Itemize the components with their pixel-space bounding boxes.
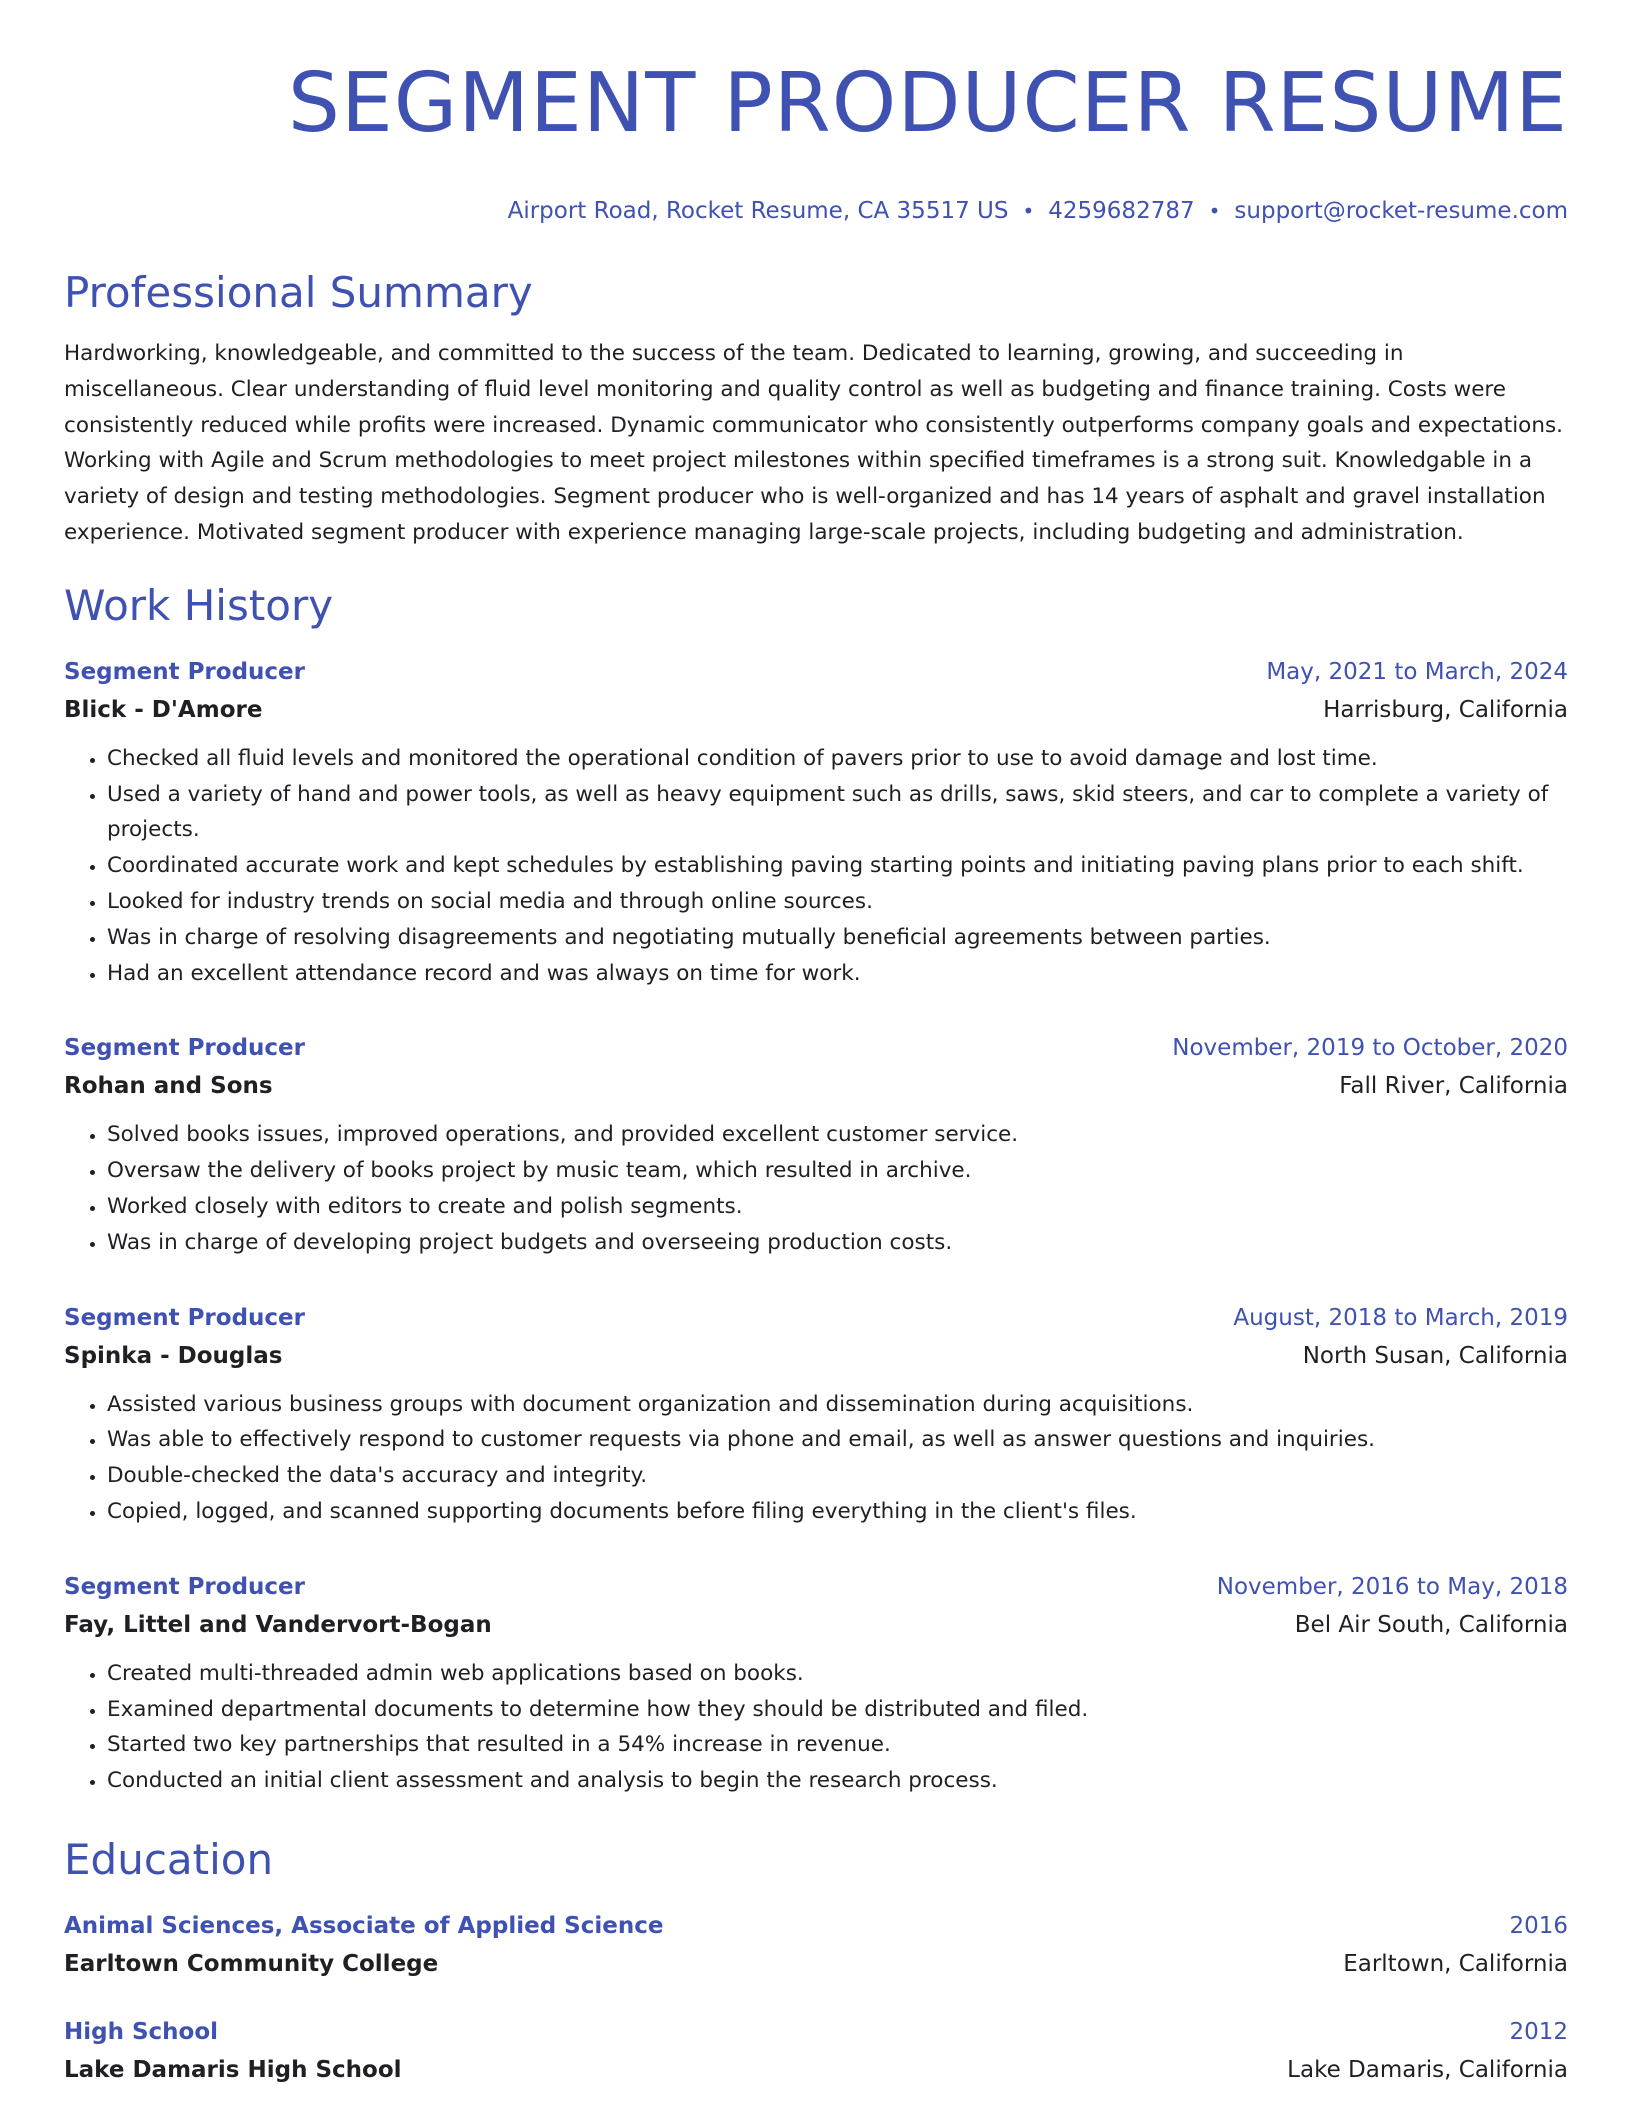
job-bullet: • Oversaw the delivery of books project by music team, which resulted in archive.: [107, 1153, 1568, 1189]
education-year: 2016: [1509, 1912, 1568, 1939]
job-bullet: • Copied, logged, and scanned supporting documents before filing everything in the client's files.: [107, 1494, 1568, 1530]
work-history-heading: Work History: [64, 580, 334, 630]
job-bullet: • Used a variety of hand and power tools, as well as heavy equipment such as drills, saws, skid steers, and car to complete a variety of projects.: [107, 777, 1568, 849]
job-dates: August, 2018 to March, 2019: [1233, 1304, 1568, 1331]
education-header-row: [64, 2013, 1568, 2051]
summary-heading: Professional Summary: [64, 268, 533, 317]
resume-header: [64, 0, 1568, 226]
education-location: Earltown, California: [1343, 1950, 1568, 1977]
job-employer-row: [64, 1337, 1568, 1375]
job-employer-row: [64, 1606, 1568, 1644]
job-bullet: • Double-checked the data's accuracy and integrity.: [107, 1458, 1568, 1494]
job-entry: [64, 653, 1568, 992]
education-degree: Animal Sciences, Associate of Applied Science: [64, 1912, 664, 1939]
job-bullets: [64, 741, 1568, 992]
education-year: 2012: [1509, 2018, 1568, 2045]
job-dates: November, 2019 to October, 2020: [1172, 1035, 1568, 1062]
contact-separator: •: [1208, 199, 1221, 223]
job-bullet: • Solved books issues, improved operations, and provided excellent customer service.: [107, 1117, 1568, 1153]
job-location: Bel Air South, California: [1294, 1611, 1568, 1638]
job-bullet: • Examined departmental documents to determine how they should be distributed and filed.: [107, 1692, 1568, 1728]
job-employer-row: [64, 1067, 1568, 1105]
job-entry: [64, 1029, 1568, 1260]
job-employer-row: [64, 691, 1568, 729]
job-header-row: [64, 1029, 1568, 1067]
job-bullet: • Looked for industry trends on social media and through online sources.: [107, 884, 1568, 920]
contact-phone[interactable]: 4259682787: [1048, 198, 1195, 224]
education-heading: Education: [64, 1834, 274, 1884]
job-location: Harrisburg, California: [1323, 696, 1568, 723]
job-bullet: • Coordinated accurate work and kept schedules by establishing paving starting points and initiating paving plans prior to each shift.: [107, 848, 1568, 884]
job-bullet: • Assisted various business groups with document organization and dissemination during acquisitions.: [107, 1387, 1568, 1423]
job-location: North Susan, California: [1302, 1342, 1568, 1369]
education-location: Lake Damaris, California: [1287, 2056, 1568, 2083]
job-header-row: [64, 1568, 1568, 1606]
job-bullet: • Created multi-threaded admin web applications based on books.: [107, 1656, 1568, 1692]
job-title: Segment Producer: [64, 1304, 305, 1331]
education-school: Earltown Community College: [64, 1950, 439, 1977]
job-entry: [64, 1299, 1568, 1530]
job-bullet: • Worked closely with editors to create and polish segments.: [107, 1189, 1568, 1225]
job-bullet: • Was able to effectively respond to customer requests via phone and email, as well as answer questions and inquiries.: [107, 1422, 1568, 1458]
work-history-list: [64, 653, 1568, 1799]
education-list: [64, 1907, 1568, 2089]
job-location: Fall River, California: [1339, 1073, 1568, 1100]
education-degree: High School: [64, 2018, 219, 2045]
education-entry: [64, 1907, 1568, 1983]
job-dates: November, 2016 to May, 2018: [1216, 1573, 1568, 1600]
job-employer: Blick - D'Amore: [64, 696, 263, 723]
job-bullet: • Had an excellent attendance record and was always on time for work.: [107, 956, 1568, 992]
job-bullet: • Started two key partnerships that resulted in a 54% increase in revenue.: [107, 1727, 1568, 1763]
job-title: Segment Producer: [64, 658, 305, 685]
education-entry: [64, 2013, 1568, 2089]
education-school-row: [64, 1945, 1568, 1983]
education-school-row: [64, 2051, 1568, 2089]
job-employer: Rohan and Sons: [64, 1073, 273, 1100]
education-header-row: [64, 1907, 1568, 1945]
summary-text: Hardworking, knowledgeable, and committed to the success of the team. Dedicated to learning, growing, and succeeding in miscellaneous. Clear understanding of fluid level monitoring and quality control as well as budgeting and finance training. Costs were consistently reduced while profits were increased. Dynamic communicator who consistently outperforms company goals and expectations. Working with Agile and Scrum methodologies to meet project milestones within specified timeframes is a strong suit. Knowledgable in a variety of design and testing methodologies. Segment producer who is well-organized and has 14 years of asphalt and gravel installation experience. Motivated segment producer with experience managing large-scale projects, including budgeting and administration.: [64, 341, 1563, 545]
job-bullet: • Checked all fluid levels and monitored the operational condition of pavers prior to use to avoid damage and lost time.: [107, 741, 1568, 777]
job-entry: [64, 1568, 1568, 1799]
contact-email[interactable]: support@rocket-resume.com: [1234, 198, 1568, 224]
job-title: Segment Producer: [64, 1035, 305, 1062]
contact-address: Airport Road, Rocket Resume, CA 35517 US: [507, 198, 1009, 224]
contact-line: [64, 196, 1568, 226]
job-bullet: • Was in charge of developing project budgets and overseeing production costs.: [107, 1225, 1568, 1261]
job-bullets: [64, 1387, 1568, 1530]
education-school: Lake Damaris High School: [64, 2056, 402, 2083]
job-employer: Fay, Littel and Vandervort-Bogan: [64, 1611, 492, 1638]
job-bullet: • Was in charge of resolving disagreements and negotiating mutually beneficial agreements between parties.: [107, 920, 1568, 956]
job-employer: Spinka - Douglas: [64, 1342, 283, 1369]
job-bullet: • Conducted an initial client assessment and analysis to begin the research process.: [107, 1763, 1568, 1799]
job-header-row: [64, 1299, 1568, 1337]
job-bullets: [64, 1117, 1568, 1260]
job-title: Segment Producer: [64, 1573, 305, 1600]
job-header-row: [64, 653, 1568, 691]
contact-separator: •: [1022, 199, 1035, 223]
job-bullets: [64, 1656, 1568, 1799]
job-dates: May, 2021 to March, 2024: [1266, 658, 1568, 685]
resume-name: SEGMENT PRODUCER RESUME: [287, 56, 1568, 151]
